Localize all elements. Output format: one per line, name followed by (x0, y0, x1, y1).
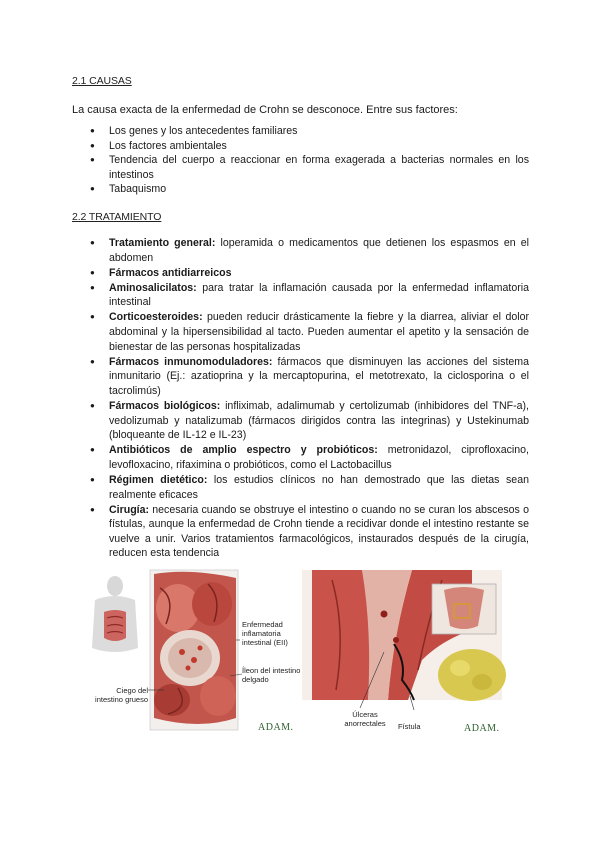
list-item: ● Los genes y los antecedentes familiares (89, 124, 529, 139)
list-item: ● Tabaquismo (89, 182, 529, 197)
item-text: infliximab, adalimumab y certolizumab (inhibidores del TNF-a), vedolizumab y natalizumab (fármacos dirigidos contra las integrinas) y Ustekinumab (bloqueante de IL-12 e IL-23) (109, 400, 529, 442)
item-term: Fármacos biológicos: (109, 400, 221, 413)
item-term: Régimen dietético: (109, 474, 208, 486)
section-title-tratamiento: 2.2 TRATAMIENTO (72, 211, 162, 223)
label-ciego: Ciego del intestino grueso (95, 686, 148, 704)
list-item (89, 281, 529, 310)
anorectal-fistula-illustration (302, 570, 512, 734)
adam-logo (464, 723, 500, 734)
inflamed-intestine (154, 572, 236, 724)
item-term: Fármacos antidiarreicos (109, 266, 232, 279)
item-term: Antibióticos de amplio espectro y probióticos: (109, 444, 378, 457)
list-item: ● Los factores ambientales (89, 139, 529, 154)
item-term: Tratamiento general: (109, 237, 216, 249)
body-silhouette (92, 576, 138, 652)
item-text: metronidazol, ciprofloxacino, levofloxacino, rifaximina o probióticos, como el Lactobacillus (109, 444, 529, 471)
adam-logo (258, 722, 294, 733)
item-text: para tratar la inflamación causada por la enfermedad inflamatoria intestinal (109, 281, 529, 309)
item-term: Fármacos inmunomoduladores: (109, 355, 273, 368)
item-text: loperamida o medicamentos que detienen los espasmos en el abdomen (109, 237, 530, 264)
list-item (89, 236, 529, 265)
list-item: ● Tendencia del cuerpo a reaccionar en forma exagerada a bacterias normales en los intestinos (89, 153, 529, 182)
adam-credit: ADAM. (258, 722, 294, 733)
causas-intro: La causa exacta de la enfermedad de Crohn se desconoce. Entre sus factores: (72, 104, 458, 116)
causas-list (89, 124, 529, 197)
section-title-causas: 2.1 CAUSAS (72, 75, 132, 87)
list-item (89, 399, 529, 443)
tratamiento-list (89, 236, 529, 562)
item-text: los estudios clínicos no han demostrado que las dietas sean realmente eficaces (109, 474, 529, 501)
anorectal-drawing (302, 570, 512, 720)
list-item (89, 310, 529, 354)
item-text: necesaria cuando se obstruye el intestino o cuando no se curan los abscesos o fístulas, aunque la enfermedad de Crohn tiende a recidivar donde el intestino restante se vuelve a unir. Varios tratamientos farmacológicos, instaurados después de la cirugía, reducen esta tendencia (109, 503, 529, 560)
inset-pelvis (444, 587, 484, 629)
list-item (89, 473, 529, 502)
crohn-intestine-illustration (90, 568, 300, 738)
label-ileon: Íleon del intestino delgado (242, 666, 301, 684)
label-fistula: Fístula (398, 722, 421, 731)
item-text: pueden reducir drásticamente la fiebre y la diarrea, aliviar el dolor abdominal y la hipersensibilidad al tacto. Pueden aumentar el apetito y la sensación de bienestar de las personas hospitalizadas (109, 311, 529, 353)
item-term: Aminosalicilatos: (109, 281, 197, 294)
list-item (89, 266, 529, 281)
label-eii: Enfermedad inflamatoria intestinal (EII) (242, 620, 288, 647)
item-text: fármacos que disminuyen las acciones del sistema inmunitario (Ej.: azatioprina y la mercaptopurina, el metotrexato, la ciclosporina o el tacrolimús) (109, 355, 529, 397)
list-item (89, 443, 529, 472)
item-term: Cirugía: (109, 503, 150, 516)
list-item (89, 355, 529, 399)
list-item (89, 503, 529, 561)
label-ulceras: Úlceras anorrectales (344, 710, 386, 728)
intestine-drawing (90, 568, 300, 738)
adam-credit: ADAM. (464, 723, 500, 734)
item-term: Corticoesteroides: (109, 311, 203, 324)
